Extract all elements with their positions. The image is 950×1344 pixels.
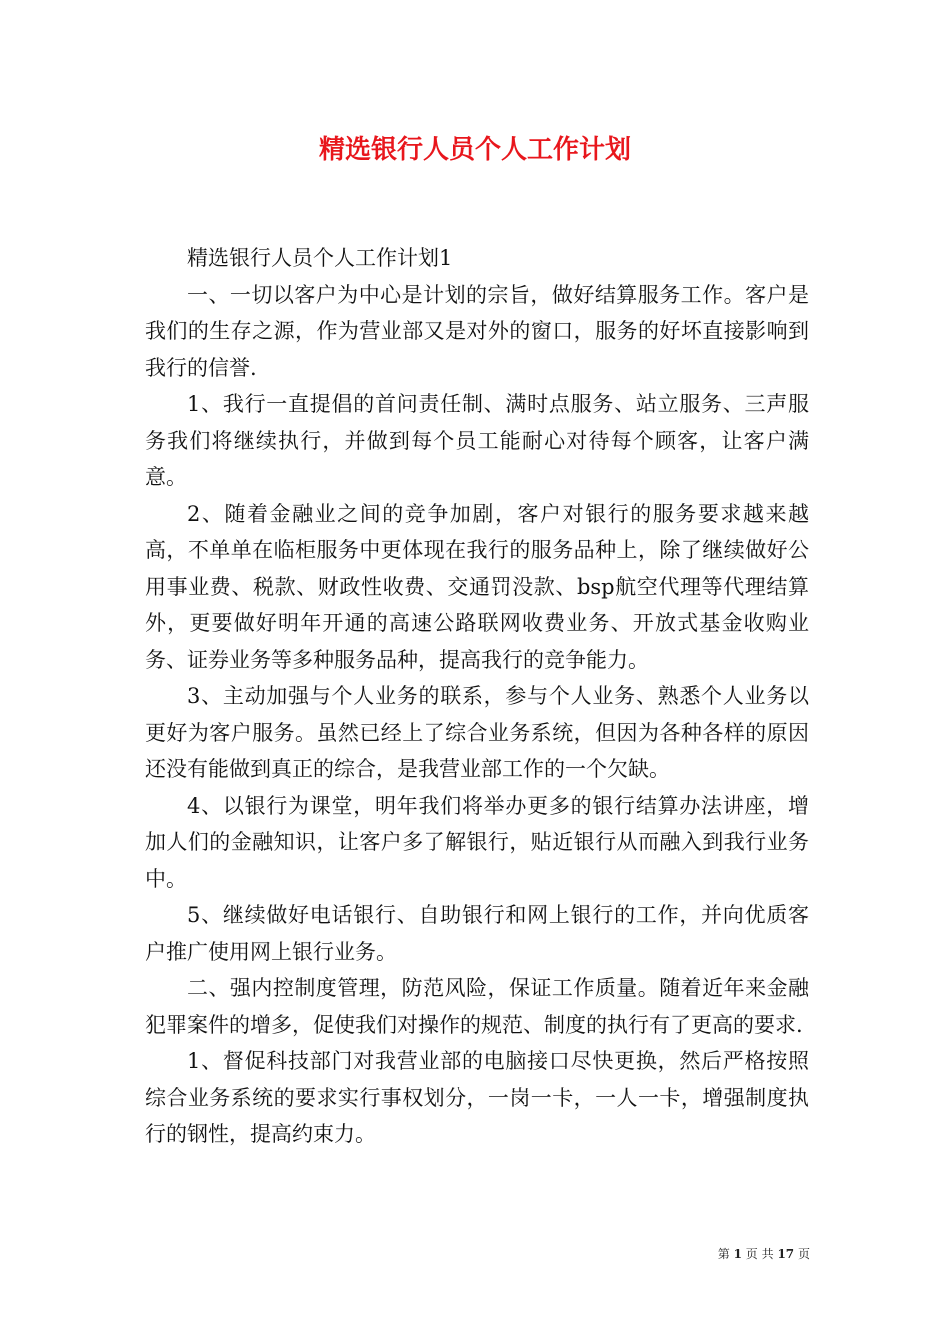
footer-suffix: 页 (797, 1247, 810, 1261)
paragraph: 4、以银行为课堂，明年我们将举办更多的银行结算办法讲座，增加人们的金融知识，让客户多了解银行，贴近银行从而融入到我行业务中。 (145, 793, 809, 891)
paragraph: 3、主动加强与个人业务的联系，参与个人业务、熟悉个人业务以更好为客户服务。虽然已经上了综合业务系统，但因为各种各样的原因还没有能做到真正的综合，是我营业部工作的一个欠缺。 (145, 684, 809, 781)
total-pages-number: 17 (777, 1247, 795, 1261)
document-body (145, 240, 809, 1153)
section-subtitle: 精选银行人员个人工作计划1 (187, 246, 453, 270)
paragraph: 1、我行一直提倡的首问责任制、满时点服务、站立服务、三声服务我们将继续执行，并做到每个员工能耐心对待每个顾客，让客户满意。 (145, 392, 809, 489)
paragraph: 一、一切以客户为中心是计划的宗旨，做好结算服务工作。客户是我们的生存之源，作为营业部又是对外的窗口，服务的好坏直接影响到我行的信誉. (145, 282, 809, 380)
paragraph: 2、随着金融业之间的竞争加剧，客户对银行的服务要求越来越高，不单单在临柜服务中更体现在我行的服务品种上，除了继续做好公用事业费、税款、财政性收费、交通罚没款、bsp航空代理等代理结算外，更要做好明年开通的高速公路联网收费业务、开放式基金收购业务、证券业务等多种服务品种，提高我行的竞争能力。 (145, 501, 809, 672)
footer-prefix: 第 (717, 1247, 730, 1261)
page-number-footer (700, 1246, 810, 1262)
paragraph: 二、强内控制度管理，防范风险，保证工作质量。随着近年来金融犯罪案件的增多，促使我们对操作的规范、制度的执行有了更高的要求. (145, 976, 809, 1037)
current-page-number: 1 (733, 1247, 742, 1261)
paragraph: 5、继续做好电话银行、自助银行和网上银行的工作，并向优质客户推广使用网上银行业务。 (145, 903, 809, 964)
document-title: 精选银行人员个人工作计划 (318, 135, 631, 165)
paragraph: 1、督促科技部门对我营业部的电脑接口尽快更换，然后严格按照综合业务系统的要求实行事权划分，一岗一卡，一人一卡，增强制度执行的钢性，提高约束力。 (145, 1049, 809, 1146)
footer-middle: 页 共 (745, 1247, 774, 1261)
